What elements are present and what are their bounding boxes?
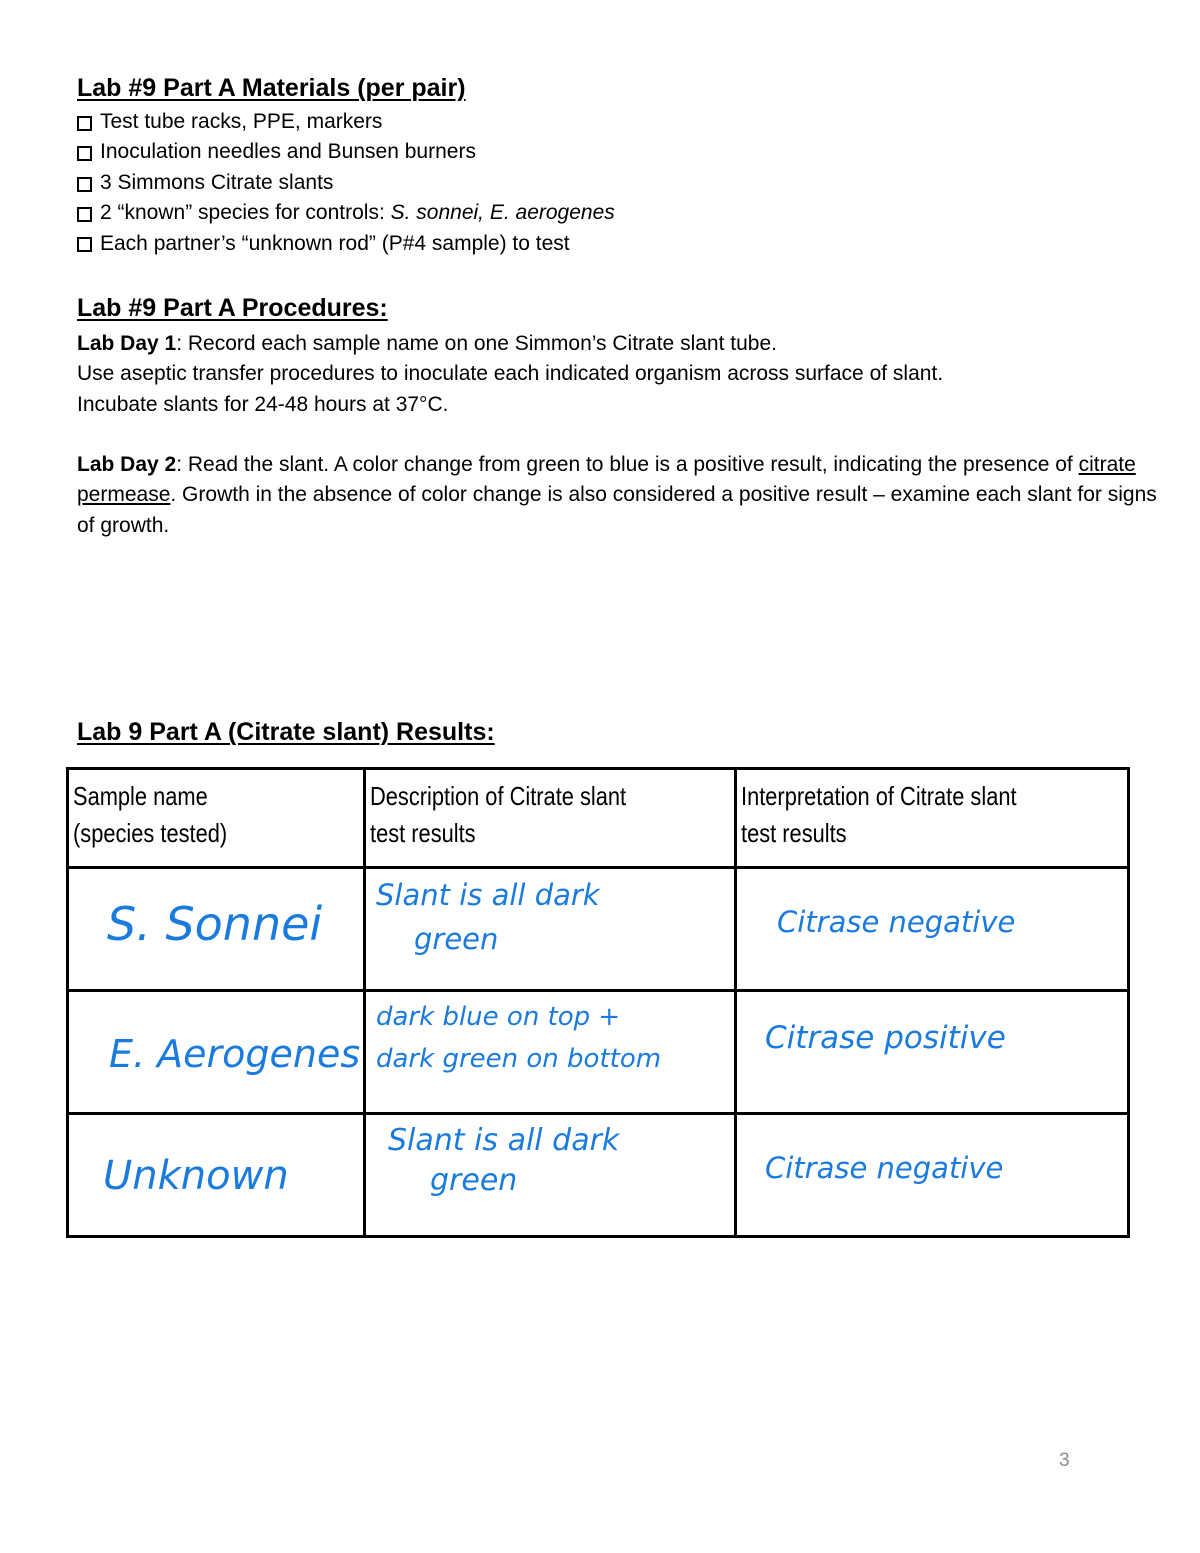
- table-row: [68, 991, 1129, 1114]
- column-header-line: (species tested): [73, 818, 228, 848]
- lab-day-1-line3: Incubate slants for 24-48 hours at 37°C.: [77, 392, 449, 416]
- results-table: [66, 767, 1130, 1238]
- checkbox-icon: [77, 177, 92, 192]
- handwritten-interpretation: Citrase negative: [777, 905, 1016, 939]
- page-number: 3: [1059, 1450, 1070, 1471]
- description-cell: [365, 868, 736, 991]
- lab-day-1-label: Lab Day 1: [77, 332, 177, 355]
- citrate-permease-term: citrate permease: [77, 453, 1136, 507]
- lab-day-2-text-after: . Growth in the absence of color change is also considered a positive result – examine each slant for signs of growth.: [77, 483, 1157, 537]
- checkbox-icon: [77, 116, 92, 131]
- lab-day-2-label: Lab Day 2: [77, 453, 177, 476]
- handwritten-description-line2: dark green on bottom: [376, 1044, 662, 1074]
- handwritten-interpretation: Citrase positive: [765, 1020, 1006, 1056]
- materials-item-text: Inoculation needles and Bunsen burners: [100, 140, 476, 164]
- table-row: [68, 1114, 1129, 1237]
- results-header-row: [68, 769, 1129, 868]
- handwritten-description-line1: Slant is all dark: [376, 878, 600, 912]
- control-species-names: S. sonnei, E. aerogenes: [390, 201, 615, 225]
- column-header-interpretation: [736, 769, 1129, 868]
- materials-item: [77, 168, 615, 198]
- materials-item: [77, 107, 615, 137]
- materials-item-text: 3 Simmons Citrate slants: [100, 170, 334, 194]
- interpretation-cell: [736, 868, 1129, 991]
- materials-item: [77, 198, 615, 228]
- lab-day-2-text: : Read the slant. A color change from green to blue is a positive result, indicating the presence of: [176, 453, 1079, 476]
- sample-cell: [68, 991, 365, 1114]
- interpretation-cell: [736, 991, 1129, 1114]
- sample-cell: [68, 1114, 365, 1237]
- description-cell: [365, 991, 736, 1114]
- handwritten-description-line2: green: [414, 922, 499, 956]
- lab-day-1-line2: Use aseptic transfer procedures to inoculate each indicated organism across surface of slant.: [77, 362, 944, 386]
- description-cell: [365, 1114, 736, 1237]
- sample-cell: [68, 868, 365, 991]
- materials-checklist: [77, 107, 615, 259]
- materials-item: [77, 229, 615, 259]
- materials-item-text: Each partner’s “unknown rod” (P#4 sample) to test: [100, 231, 570, 255]
- handwritten-description-line1: Slant is all dark: [388, 1123, 620, 1158]
- handwritten-interpretation: Citrase negative: [765, 1151, 1004, 1185]
- column-header-line: test results: [370, 818, 476, 848]
- column-header-line: test results: [741, 818, 847, 848]
- handwritten-sample-name: S. Sonnei: [107, 897, 323, 951]
- checkbox-icon: [77, 146, 92, 161]
- column-header-line: Interpretation of Citrate slant: [741, 781, 1017, 811]
- handwritten-sample-name: Unknown: [103, 1153, 289, 1199]
- lab-day-1-text: : Record each sample name on one Simmon’s Citrate slant tube.: [176, 332, 777, 355]
- lab-day-2-paragraph: [77, 450, 1157, 541]
- materials-item-text: 2 “known” species for controls:: [100, 201, 391, 225]
- interpretation-cell: [736, 1114, 1129, 1237]
- column-header-sample: [68, 769, 365, 868]
- lab-day-1-paragraph: [77, 329, 1157, 420]
- column-header-line: Sample name: [73, 781, 208, 811]
- materials-item-text: Test tube racks, PPE, markers: [100, 110, 383, 133]
- results-heading: Lab 9 Part A (Citrate slant) Results:: [77, 718, 495, 746]
- checkbox-icon: [77, 207, 92, 222]
- checkbox-icon: [77, 237, 92, 252]
- handwritten-description-line1: dark blue on top +: [376, 1002, 621, 1032]
- handwritten-description-line2: green: [430, 1163, 518, 1198]
- materials-heading: Lab #9 Part A Materials (per pair): [77, 74, 466, 102]
- procedures-heading: Lab #9 Part A Procedures:: [77, 294, 388, 322]
- materials-item: [77, 137, 615, 167]
- handwritten-sample-name: E. Aerogenes: [109, 1032, 361, 1076]
- column-header-line: Description of Citrate slant: [370, 781, 627, 811]
- column-header-description: [365, 769, 736, 868]
- table-row: [68, 868, 1129, 991]
